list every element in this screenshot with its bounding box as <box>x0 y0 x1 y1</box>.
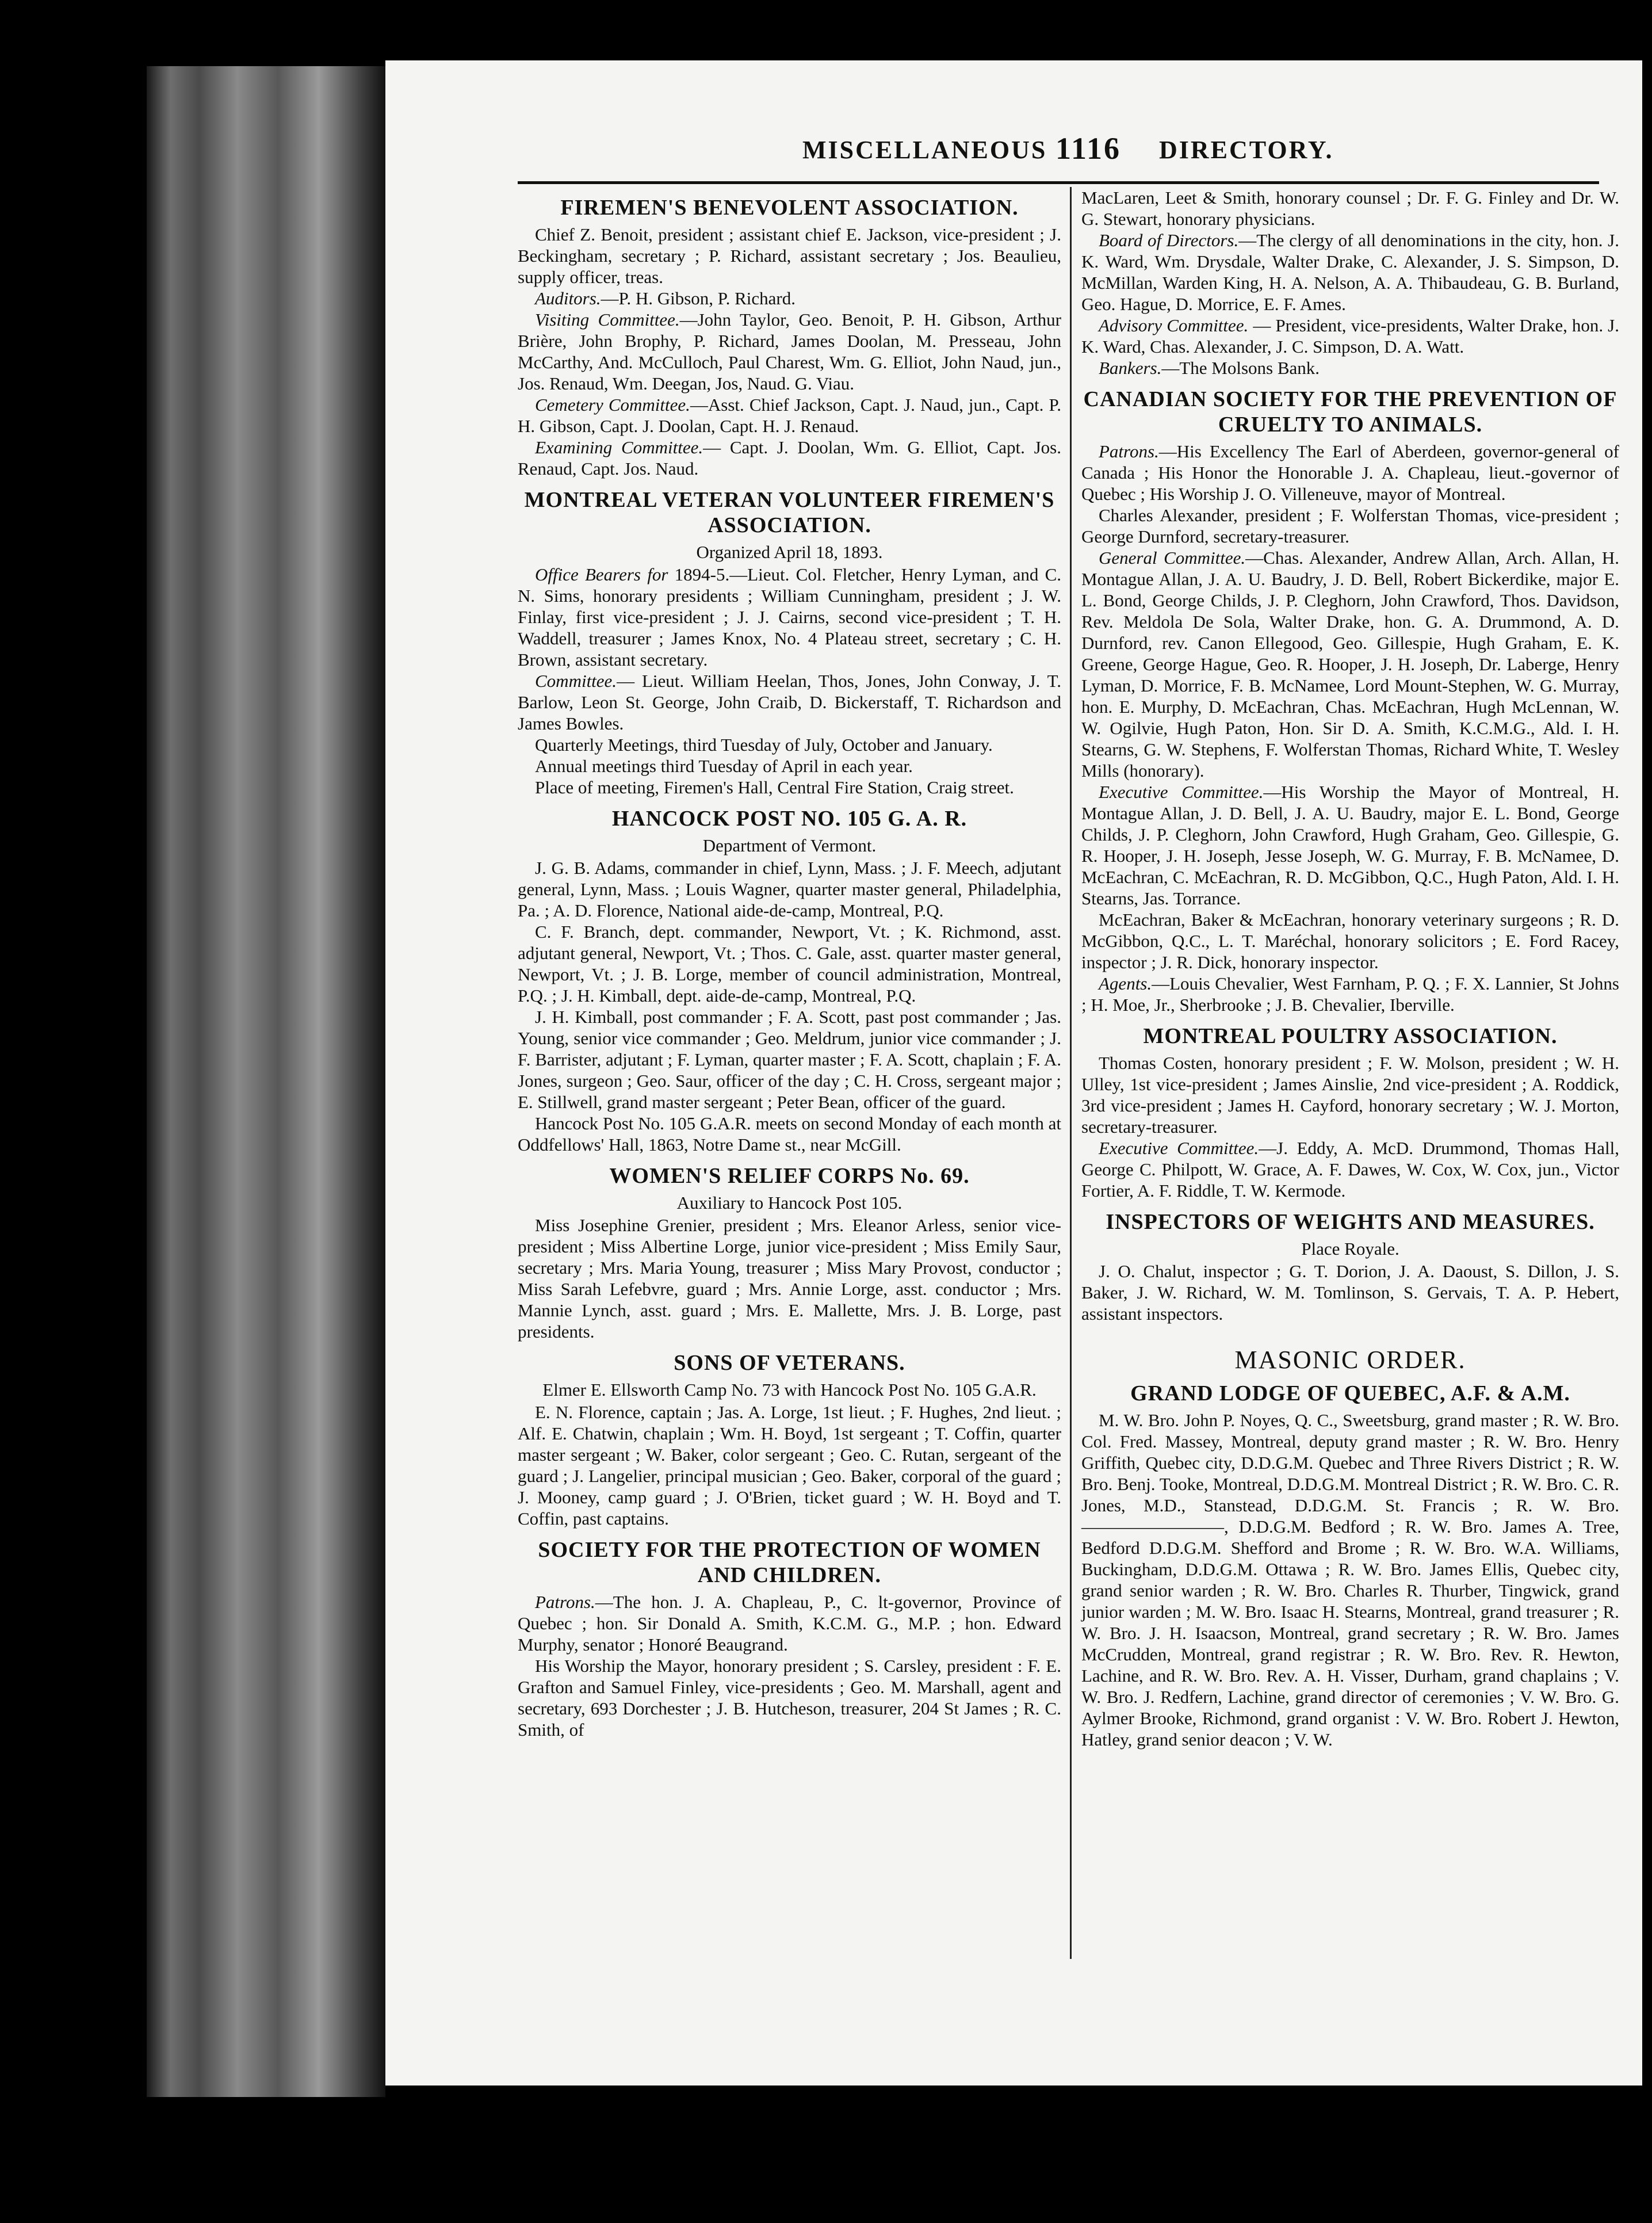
paragraph-text: 1894-5.—Lieut. Col. Fletcher, Henry Lyman, and C. N. Sims, honorary presidents ; William Cunningham, president ; J. W. Finlay, first vice-president ; J. J. Cairns, second vice-president ; T. H. Waddell, treasurer ; James Knox, No. 4 Plateau street, secretary ; C. H. Brown, assistant secretary. <box>518 564 1061 670</box>
paragraph: Annual meetings third Tuesday of April in each year. <box>535 756 913 776</box>
running-header <box>802 131 1596 175</box>
page-number: 1116 <box>1056 131 1122 166</box>
section-title: CANADIAN SOCIETY FOR THE PREVENTION OF CRUELTY TO ANIMALS. <box>1083 387 1617 437</box>
paragraph <box>1081 315 1619 357</box>
paragraph: MacLaren, Leet & Smith, honorary counsel ; Dr. F. G. Finley and Dr. W. G. Stewart, honorary physicians. <box>1081 188 1619 229</box>
paragraph: J. H. Kimball, post commander ; F. A. Scott, past post commander ; Jas. Young, senior vice commander ; Geo. Meldrum, junior vice commander ; J. F. Barrister, adjutant ; F. Lyman, quarter master ; F. A. Scott, chaplain ; F. A. Jones, surgeon ; Geo. Saur, officer of the day ; C. H. Cross, sergeant major ; E. Stillwell, grand master sergeant ; Peter Bean, officer of the guard. <box>518 1007 1061 1112</box>
paragraph-text: —The Molsons Bank. <box>1161 358 1320 378</box>
paragraph: McEachran, Baker & McEachran, honorary veterinary surgeons ; R. D. McGibbon, Q.C., L. T. Maréchal, honorary solicitors ; E. Ford Racey, inspector ; J. R. Dick, honorary inspector. <box>1081 910 1619 972</box>
paragraph-label: Examining Committee. <box>535 437 703 457</box>
paragraph-text: —Asst. Chief Jackson, Capt. J. Naud, jun., Capt. P. H. Gibson, Capt. J. Doolan, Capt. H. J. Renaud. <box>518 395 1062 436</box>
paragraph: His Worship the Mayor, honorary president ; S. Carsley, president : F. E. Grafton and Samuel Finley, vice-presidents ; Geo. M. Marshall, agent and secretary, 693 Dorchester ; J. B. Hutcheson, treasurer, 204 St James ; R. C. Smith, of <box>518 1656 1061 1740</box>
paragraph <box>518 288 1061 309</box>
paragraph <box>1081 441 1619 505</box>
paragraph-text: —P. H. Gibson, P. Richard. <box>601 288 796 308</box>
section-title: INSPECTORS OF WEIGHTS AND MEASURES. <box>1106 1210 1595 1234</box>
section-title: SONS OF VETERANS. <box>674 1351 905 1375</box>
paragraph-text: —The clergy of all denominations in the city, hon. J. K. Ward, Wm. Drysdale, Walter Drake, C. Alexander, J. S. Simpson, D. McMillan, Warden King, H. A. Nelson, A. A. Thibaudeau, G. B. Burland, Geo. Hague, D. Morrice, E. F. Ames. <box>1081 230 1619 314</box>
right-column <box>1081 187 1619 1750</box>
section-title: SOCIETY FOR THE PROTECTION OF WOMEN AND CHILDREN. <box>538 1538 1041 1587</box>
header-right: DIRECTORY. <box>1159 136 1334 164</box>
paragraph-label: Patrons. <box>535 1592 595 1612</box>
paragraph-label: Advisory Committee. <box>1099 315 1249 335</box>
column-divider <box>1070 187 1072 1959</box>
paragraph: J. O. Chalut, inspector ; G. T. Dorion, J. A. Daoust, S. Dillon, J. S. Baker, J. W. Richard, W. M. Tomlinson, S. Gervais, T. A. P. Hebert, assistant inspectors. <box>1081 1261 1619 1324</box>
paragraph-text: — Lieut. William Heelan, Thos, Jones, John Conway, J. T. Barlow, Leon St. George, John Craib, D. Bickerstaff, T. Richardson and James Bowles. <box>518 671 1061 734</box>
paragraph: Quarterly Meetings, third Tuesday of July, October and January. <box>535 735 993 755</box>
paragraph-label: Auditors. <box>535 288 601 308</box>
section-title: MONTREAL POULTRY ASSOCIATION. <box>1143 1024 1558 1048</box>
section-subtitle: Department of Vermont. <box>702 835 877 855</box>
paragraph: C. F. Branch, dept. commander, Newport, Vt. ; K. Richmond, asst. adjutant general, Newport, Vt. ; Thos. C. Gale, asst. quarter master general, Newport, Vt. ; J. B. Lorge, member of council administration, Montreal, P.Q. ; J. H. Kimball, dept. aide-de-camp, Montreal, P.Q. <box>518 922 1061 1006</box>
paragraph-text: —Louis Chevalier, West Farnham, P. Q. ; F. X. Lannier, St Johns ; H. Moe, Jr., Sherbrooke ; J. B. Chevalier, Iberville. <box>1081 973 1619 1015</box>
paragraph <box>1081 781 1619 909</box>
section-title: MONTREAL VETERAN VOLUNTEER FIREMEN'S ASSOCIATION. <box>524 488 1055 537</box>
paragraph-text: —Chas. Alexander, Andrew Allan, Arch. Allan, H. Montague Allan, J. A. U. Baudry, J. D. Bell, Robert Bickerdike, major E. L. Bond, George Childs, J. P. Cleghorn, John Crawford, Thos. Davidson, Rev. Meldola De Sola, Walter Drake, hon. G. A. Drummond, A. D. Durnford, rev. Canon Ellegood, Geo. Gillespie, Hugh Graham, E. K. Greene, George Hague, Geo. R. Hooper, J. H. Joseph, Dr. Laberge, Henry Lyman, D. Morrice, F. B. McNamee, Lord Mount-Stephen, W. G. Murray, hon. E. Murphy, D. McEachran, Chas. McEachran, Hugh McLennan, W. W. Ogilvie, Hugh Paton, Hon. Sir D. A. Smith, K.C.M.G., Ald. I. H. Stearns, G. W. Stephens, F. Wolferstan Thomas, Richard White, T. Wesley Mills (honorary). <box>1081 548 1620 781</box>
section-title: FIREMEN'S BENEVOLENT ASSOCIATION. <box>560 196 1019 220</box>
paragraph-text: —The hon. J. A. Chapleau, P., C. lt-governor, Province of Quebec ; hon. Sir Donald A. Smith, K.C.M. G., M.P. ; hon. Edward Murphy, senator ; Honoré Beaugrand. <box>518 1592 1061 1655</box>
paragraph: Miss Josephine Grenier, president ; Mrs. Eleanor Arless, senior vice-president ; Miss Albertine Lorge, junior vice-president ; Miss Emily Saur, secretary ; Mrs. Maria Young, treasurer ; Miss Mary Provost, conductor ; Miss Sarah Lefebvre, guard ; Mrs. Annie Lorge, asst. conductor ; Mrs. Mannie Lynch, asst. guard ; Mrs. E. Mallette, Mrs. J. B. Lorge, past presidents. <box>518 1215 1061 1342</box>
paragraph <box>1081 357 1619 379</box>
header-left: MISCELLANEOUS <box>802 136 1047 164</box>
paragraph-text: —His Worship the Mayor of Montreal, H. Montague Allan, J. D. Bell, J. A. U. Baudry, major E. L. Bond, George Childs, J. P. Cleghorn, John Crawford, Hugh Graham, Geo. Gillespie, G. R. Hooper, J. H. Joseph, Jesse Joseph, W. G. Murray, F. B. McNamee, D. McEachran, C. McEachran, R. D. McGibbon, Q.C., Hugh Paton, Ald. I. H. Stearns, Jas. Torrance. <box>1081 782 1619 908</box>
paragraph <box>1081 547 1619 781</box>
paragraph-label: Board of Directors. <box>1099 230 1239 250</box>
paragraph-label: Office Bearers for <box>535 564 668 585</box>
paragraph-text: —John Taylor, Geo. Benoit, P. H. Gibson, Arthur Brière, John Brophy, P. Richard, James Doolan, M. Presseau, John McCarthy, And. McCulloch, Paul Charest, Wm. G. Elliot, John Naud, jun., Jos. Renaud, Wm. Deegan, Jos, Naud. G. Viau. <box>518 310 1061 394</box>
paragraph-label: Agents. <box>1099 973 1152 994</box>
paragraph <box>1081 973 1619 1015</box>
paragraph-text: — Capt. J. Doolan, Wm. G. Elliot, Capt. Jos. Renaud, Capt. Jos. Naud. <box>518 437 1061 479</box>
paragraph: E. N. Florence, captain ; Jas. A. Lorge, 1st lieut. ; F. Hughes, 2nd lieut. ; Alf. E. Chatwin, chaplain ; Wm. H. Boyd, 1st sergeant ; T. Coffin, quarter master sergeant ; W. Baker, color sergeant ; Geo. C. Rutan, sergeant of the guard ; J. Langelier, principal musician ; Geo. Baker, corporal of the guard ; J. Mooney, camp guard ; J. O'Brien, ticket guard ; W. H. Boyd and T. Coffin, past captains. <box>518 1402 1061 1529</box>
paragraph: Chief Z. Benoit, president ; assistant chief E. Jackson, vice-president ; J. Beckingham, secretary ; P. Richard, assistant secretary ; Jos. Beaulieu, supply officer, treas. <box>518 224 1061 287</box>
paragraph-text: —His Excellency The Earl of Aberdeen, governor-general of Canada ; His Honor the Honorable J. A. Chapleau, lieut.-governor of Quebec ; His Worship J. O. Villeneuve, mayor of Montreal. <box>1081 441 1619 504</box>
paragraph: M. W. Bro. John P. Noyes, Q. C., Sweetsburg, grand master ; R. W. Bro. Col. Fred. Massey, Montreal, deputy grand master ; R. W. Bro. Henry Griffith, Quebec city, D.D.G.M. Quebec and Three Rivers District ; R. W. Bro. Benj. Tooke, Montreal, D.D.G.M. Montreal District ; R. W. Bro. C. R. Jones, M.D., Stanstead, D.D.G.M. St. Francis ; R. W. Bro. ————————, D.D.G.M. Bedford ; R. W. Bro. James A. Tree, Bedford D.D.G.M. Shefford and Brome ; R. W. Bro. W.A. Williams, Buckingham, D.D.G.M. Ottawa ; R. W. Bro. James Ellis, Quebec city, grand senior warden ; R. W. Bro. Charles R. Thurber, Tingwick, grand junior warden ; M. W. Bro. Isaac H. Stearns, Montreal, grand treasurer ; R. W. Bro. J. H. Isaacson, Montreal, grand secretary ; R. W. Bro. James McCrudden, Montreal, grand registrar ; R. W. Bro. Rev. R. Hewton, Lachine, and R. W. Bro. Rev. A. H. Visser, Durham, grand chaplains ; V. W. Bro. J. Redfern, Lachine, grand director of ceremonies ; V. W. Bro. G. Aylmer Brooke, Richmond, grand organist : V. W. Bro. Robert J. Hewton, Hatley, grand senior deacon ; V. W. <box>1081 1410 1619 1750</box>
section-subtitle: Place Royale. <box>1301 1239 1399 1259</box>
paragraph: Place of meeting, Firemen's Hall, Central Fire Station, Craig street. <box>535 777 1014 797</box>
paragraph-label: Patrons. <box>1099 441 1159 461</box>
paragraph: Charles Alexander, president ; F. Wolferstan Thomas, vice-president ; George Durnford, secretary-treasurer. <box>1081 505 1619 547</box>
section-title: WOMEN'S RELIEF CORPS No. 69. <box>609 1164 970 1188</box>
header-rule <box>518 181 1599 184</box>
paragraph-label: Committee. <box>535 671 617 691</box>
left-column <box>518 187 1061 1740</box>
paragraph <box>518 309 1061 394</box>
paragraph-label: Executive Committee. <box>1099 1138 1259 1158</box>
paragraph-text: —J. Eddy, A. McD. Drummond, Thomas Hall, George C. Philpott, W. Grace, A. F. Dawes, W. Cox, W. Cox, jun., Victor Fortier, A. F. Riddle, T. W. Kermode. <box>1081 1138 1619 1201</box>
paragraph-label: General Committee. <box>1099 548 1246 568</box>
paragraph <box>518 670 1061 734</box>
paragraph <box>518 437 1061 479</box>
paragraph <box>518 1591 1061 1655</box>
paragraph-label: Cemetery Committee. <box>535 395 690 415</box>
paragraph-label: Executive Committee. <box>1099 782 1264 802</box>
section-subtitle: Auxiliary to Hancock Post 105. <box>676 1193 903 1213</box>
paragraph-label: Visiting Committee. <box>535 310 680 330</box>
section-title: GRAND LODGE OF QUEBEC, A.F. & A.M. <box>1130 1381 1570 1405</box>
section-title: HANCOCK POST NO. 105 G. A. R. <box>611 807 968 831</box>
section-title: MASONIC ORDER. <box>1234 1346 1466 1374</box>
paragraph: Hancock Post No. 105 G.A.R. meets on second Monday of each month at Oddfellows' Hall, 1863, Notre Dame st., near McGill. <box>518 1113 1061 1155</box>
paragraph <box>518 564 1061 670</box>
paragraph-label: Bankers. <box>1099 358 1162 378</box>
book-binding <box>147 66 385 2097</box>
paragraph-text: — President, vice-presidents, Walter Drake, hon. J. K. Ward, Chas. Alexander, J. C. Simpson, D. A. Watt. <box>1081 315 1619 357</box>
paragraph <box>518 394 1061 437</box>
paragraph <box>1081 230 1619 315</box>
paragraph: J. G. B. Adams, commander in chief, Lynn, Mass. ; J. F. Meech, adjutant general, Lynn, Mass. ; Louis Wagner, quarter master general, Philadelphia, Pa. ; A. D. Florence, National aide-de-camp, Montreal, P.Q. <box>518 858 1061 920</box>
section-subtitle: Elmer E. Ellsworth Camp No. 73 with Hancock Post No. 105 G.A.R. <box>542 1380 1037 1400</box>
paragraph: Thomas Costen, honorary president ; F. W. Molson, president ; W. H. Ulley, 1st vice-president ; James Ainslie, 2nd vice-president ; A. Roddick, 3rd vice-president ; James H. Cayford, honorary secretary ; W. J. Morton, secretary-treasurer. <box>1081 1053 1619 1137</box>
paragraph <box>1081 1137 1619 1201</box>
section-subtitle: Organized April 18, 1893. <box>696 542 883 562</box>
